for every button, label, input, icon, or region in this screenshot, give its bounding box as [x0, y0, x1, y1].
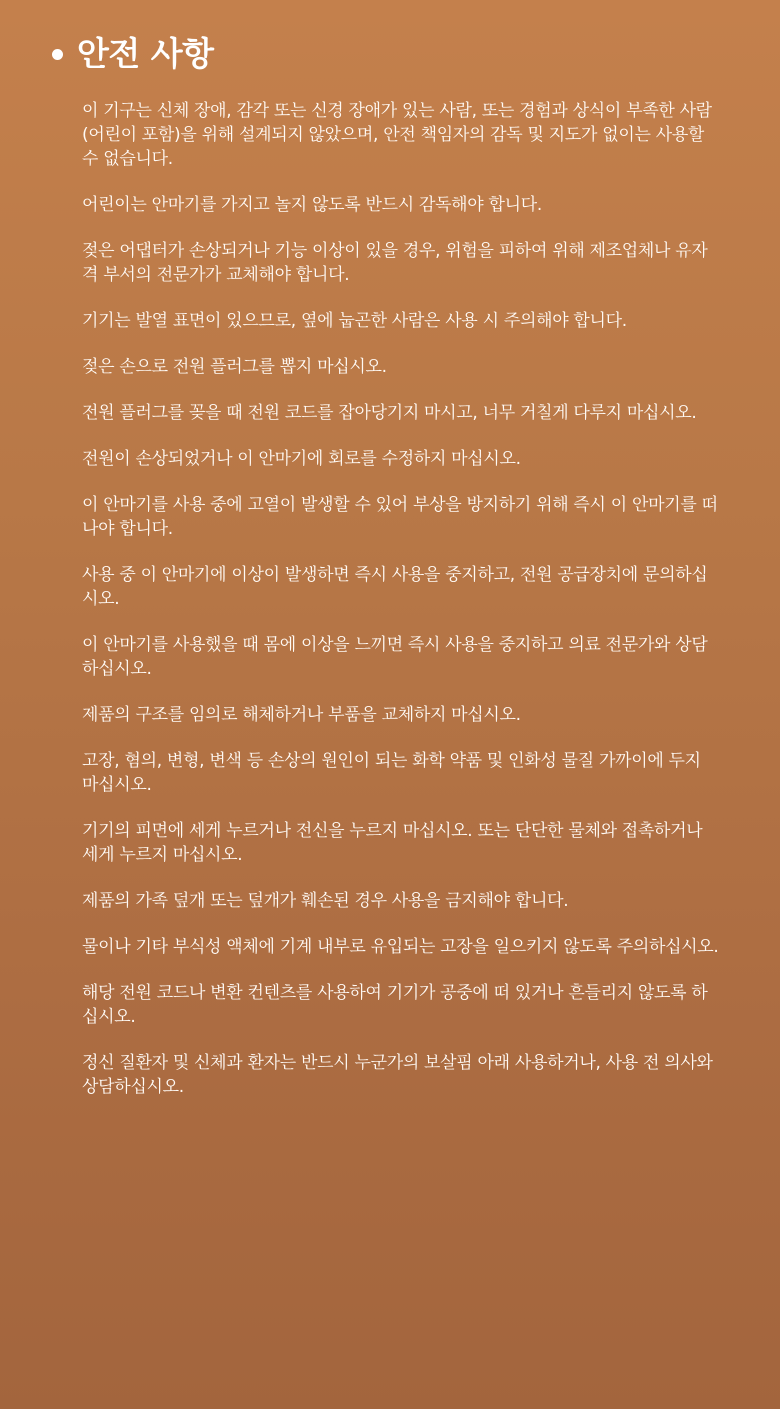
notice-item: 정신 질환자 및 신체과 환자는 반드시 누군가의 보살핌 아래 사용하거나, 사용 전 의사와 상담하십시오.: [82, 1053, 713, 1097]
notice-item: 해당 전원 코드나 변환 컨텐츠를 사용하여 기기가 공중에 떠 있거나 흔들리지 않도록 하십시오.: [82, 983, 708, 1027]
notice-item: 젖은 손으로 전원 플러그를 뽑지 마십시오.: [82, 357, 387, 377]
notice-item: 어린이는 안마기를 가지고 놀지 않도록 반드시 감독해야 합니다.: [82, 195, 543, 215]
notice-item: 젖은 어댑터가 손상되거나 기능 이상이 있을 경우, 위험을 피하여 위해 제조업체나 유자격 부서의 전문가가 교체해야 합니다.: [82, 241, 708, 285]
notice-item: 이 기구는 신체 장애, 감각 또는 신경 장애가 있는 사람, 또는 경험과 상식이 부족한 사람(어린이 포함)을 위해 설계되지 않았으며, 안전 책임자의 감독 및 지도가 없이는 사용할 수 없습니다.: [82, 101, 712, 169]
notice-item: 기기의 피면에 세게 누르거나 전신을 누르지 마십시오. 또는 단단한 물체와 접촉하거나 세게 누르지 마십시오.: [82, 821, 703, 865]
section-heading: [52, 30, 780, 78]
safety-notice-list: [82, 99, 722, 1121]
notice-item: 기기는 발열 표면이 있으므로, 옆에 눕곤한 사람은 사용 시 주의해야 합니다.: [82, 311, 627, 331]
notice-item: 이 안마기를 사용 중에 고열이 발생할 수 있어 부상을 방지하기 위해 즉시 이 안마기를 떠나야 합니다.: [82, 495, 718, 539]
notice-item: 제품의 가족 덮개 또는 덮개가 훼손된 경우 사용을 금지해야 합니다.: [82, 891, 569, 911]
notice-item: 고장, 혐의, 변형, 변색 등 손상의 원인이 되는 화학 약품 및 인화성 물질 가까이에 두지 마십시오.: [82, 751, 701, 795]
bullet-icon: [52, 49, 63, 60]
notice-item: 이 안마기를 사용했을 때 몸에 이상을 느끼면 즉시 사용을 중지하고 의료 전문가와 상담하십시오.: [82, 635, 708, 679]
section-title: 안전 사항: [77, 34, 214, 73]
notice-item: 물이나 기타 부식성 액체에 기계 내부로 유입되는 고장을 일으키지 않도록 주의하십시오.: [82, 937, 719, 957]
notice-item: 사용 중 이 안마기에 이상이 발생하면 즉시 사용을 중지하고, 전원 공급장치에 문의하십시오.: [82, 565, 708, 609]
notice-item: 전원 플러그를 꽂을 때 전원 코드를 잡아당기지 마시고, 너무 거칠게 다루지 마십시오.: [82, 403, 697, 423]
notice-item: 제품의 구조를 임의로 해체하거나 부품을 교체하지 마십시오.: [82, 705, 521, 725]
notice-item: 전원이 손상되었거나 이 안마기에 회로를 수정하지 마십시오.: [82, 449, 521, 469]
